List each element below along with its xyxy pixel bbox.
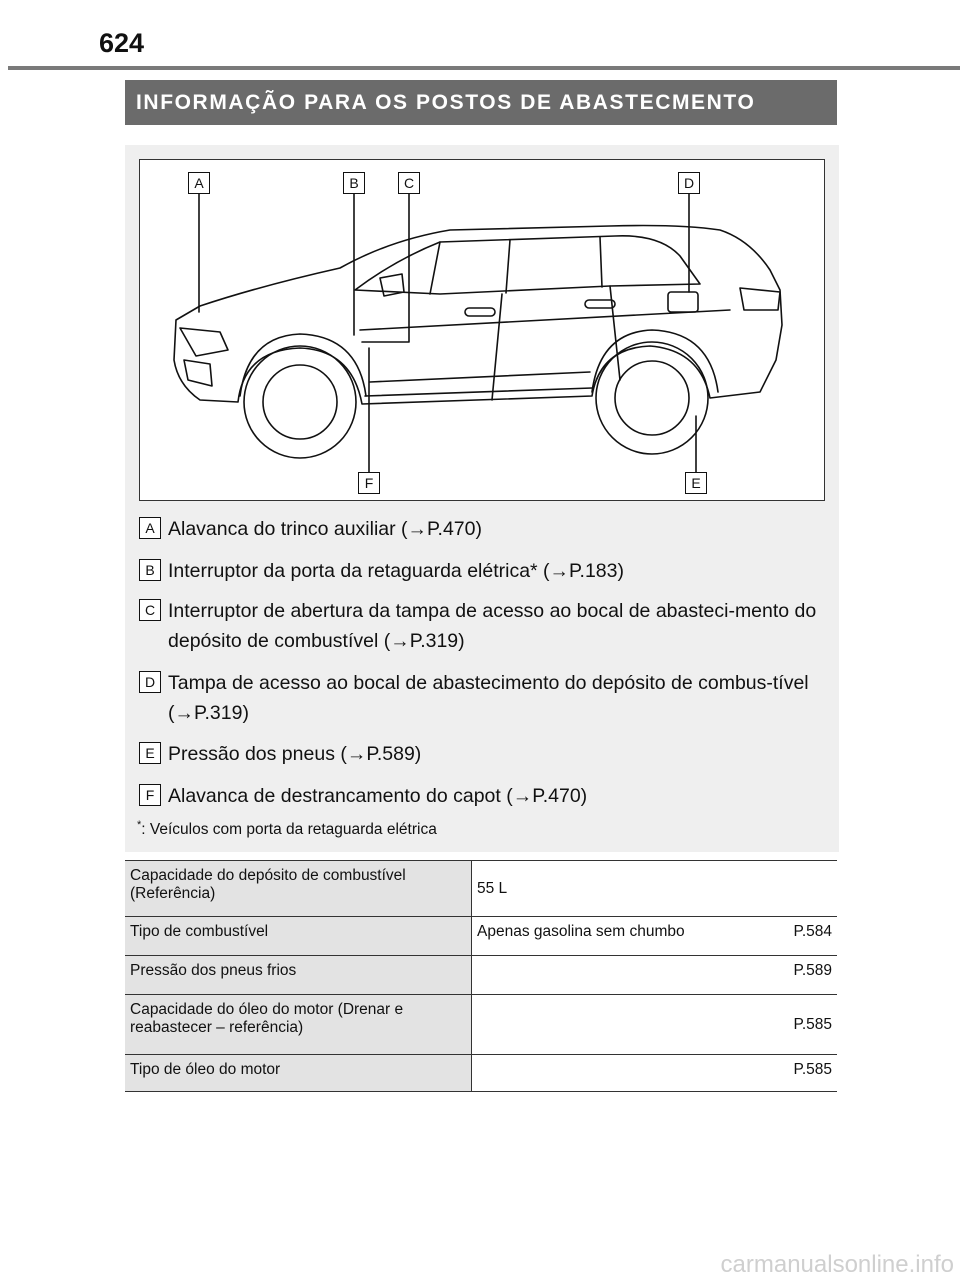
legend-text: Pressão dos pneus (→P.589) — [168, 743, 422, 765]
callout-a: A — [188, 172, 210, 194]
spec-ref: P.584 — [793, 923, 832, 940]
vehicle-figure — [139, 159, 825, 501]
page-number: 624 — [99, 28, 145, 58]
legend-key: A — [139, 517, 161, 539]
spec-label: Pressão dos pneus frios — [125, 956, 472, 995]
legend-key: D — [139, 671, 161, 693]
spec-value — [472, 956, 838, 995]
table-row — [125, 956, 837, 995]
top-rule — [8, 66, 960, 70]
spec-value — [472, 917, 838, 956]
spec-label: Capacidade do óleo do motor (Drenar e reabastecer – referência) — [125, 995, 472, 1055]
spec-value — [472, 995, 838, 1055]
legend-key: E — [139, 742, 161, 764]
callout-f: F — [358, 472, 380, 494]
spec-value — [472, 861, 838, 917]
spec-label: Tipo de combustível — [125, 917, 472, 956]
callout-b: B — [343, 172, 365, 194]
legend-key: F — [139, 784, 161, 806]
spec-value-text: 55 L — [477, 879, 508, 897]
legend-text: Tampa de acesso ao bocal de abastecimento do depósito de combus-tível (→P.319) — [168, 672, 809, 724]
table-row — [125, 861, 837, 917]
spec-table — [125, 860, 837, 1092]
legend-text: Interruptor de abertura da tampa de acesso ao bocal de abasteci-mento do depósito de combustível (→P.319) — [168, 600, 817, 652]
legend-key: B — [139, 559, 161, 581]
footnote-text: : Veículos com porta da retaguarda elétrica — [141, 821, 437, 839]
footnote — [137, 819, 437, 839]
callout-c: C — [398, 172, 420, 194]
callout-d: D — [678, 172, 700, 194]
footnote-mark: * — [137, 819, 142, 831]
mirror — [380, 274, 404, 296]
legend-text: Alavanca de destrancamento do capot (→P.470) — [168, 785, 588, 807]
info-panel — [125, 145, 839, 852]
legend-text: Alavanca do trinco auxiliar (→P.470) — [168, 518, 482, 540]
table-row — [125, 995, 837, 1055]
table-row — [125, 1055, 837, 1092]
spec-ref: P.589 — [793, 962, 832, 979]
fuel-door — [668, 292, 698, 312]
rear-wheel — [596, 342, 708, 454]
spec-value-text: Apenas gasolina sem chumbo — [477, 923, 685, 940]
spec-label: Tipo de óleo do motor — [125, 1055, 472, 1092]
spec-value — [472, 1055, 838, 1092]
callout-e: E — [685, 472, 707, 494]
legend-key: C — [139, 599, 161, 621]
section-header — [125, 80, 837, 125]
spec-label: Capacidade do depósito de combustível (Referência) — [125, 861, 472, 917]
section-title: INFORMAÇÃO PARA OS POSTOS DE ABASTECMENTO — [136, 90, 756, 114]
spec-ref: P.585 — [793, 1015, 832, 1033]
watermark: carmanualsonline.info — [720, 1251, 954, 1278]
vehicle-windows — [355, 236, 700, 294]
front-wheel — [244, 346, 356, 458]
legend-text: Interruptor da porta da retaguarda elétrica* (→P.183) — [168, 560, 624, 582]
table-row — [125, 917, 837, 956]
vehicle-side-illustration — [140, 160, 826, 502]
spec-ref: P.585 — [793, 1061, 832, 1078]
